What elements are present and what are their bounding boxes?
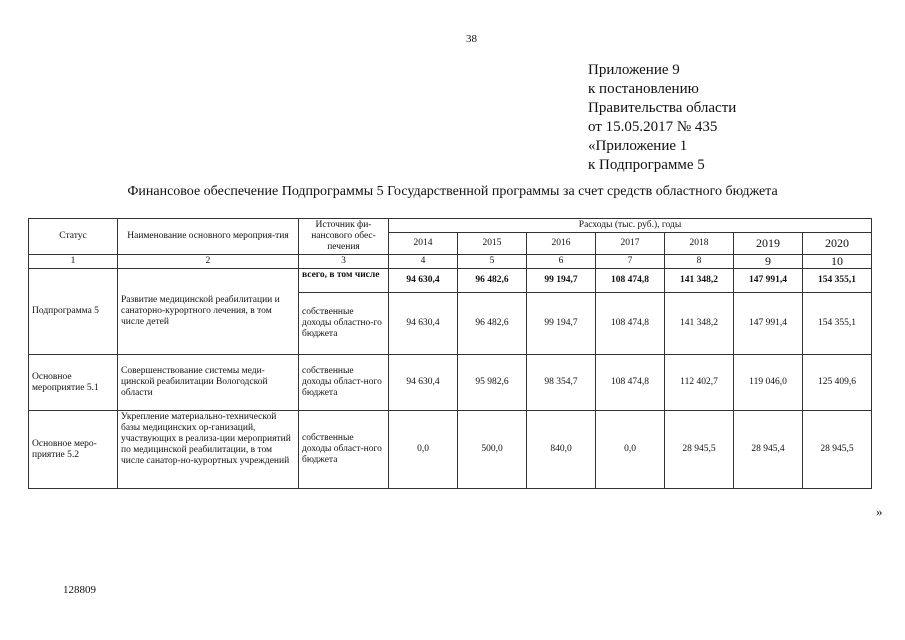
header-year: 2019 bbox=[734, 233, 803, 255]
appendix-line: Правительства области bbox=[588, 100, 737, 116]
appendix-line: «Приложение 1 bbox=[588, 138, 688, 154]
row-value: 147 991,4 bbox=[734, 293, 803, 355]
row-status: Подпрограмма 5 bbox=[29, 269, 118, 355]
appendix-line: от 15.05.2017 № 435 bbox=[588, 119, 718, 135]
row-value: 95 982,6 bbox=[458, 355, 527, 411]
row-total-value: 94 630,4 bbox=[389, 269, 458, 293]
row-status: Основное мероприятие 5.1 bbox=[29, 355, 118, 411]
row-value: 0,0 bbox=[389, 411, 458, 489]
column-number: 8 bbox=[665, 255, 734, 269]
document-title: Финансовое обеспечение Подпрограммы 5 Государственной программы за счет средств областного бюджета bbox=[127, 184, 778, 199]
row-value: 125 409,6 bbox=[803, 355, 872, 411]
column-number: 10 bbox=[803, 255, 872, 269]
table-row bbox=[29, 411, 872, 489]
row-total-value: 99 194,7 bbox=[527, 269, 596, 293]
header-year: 2015 bbox=[458, 233, 527, 255]
column-number: 1 bbox=[29, 255, 118, 269]
row-total-value: 147 991,4 bbox=[734, 269, 803, 293]
row-total-value: 96 482,6 bbox=[458, 269, 527, 293]
row-value: 96 482,6 bbox=[458, 293, 527, 355]
header-expenses: Расходы (тыс. руб.), годы bbox=[389, 219, 872, 233]
row-name: Совершенствование системы меди-цинской реабилитации Вологодской области bbox=[118, 355, 299, 411]
header-year: 2017 bbox=[596, 233, 665, 255]
row-total-value: 154 355,1 bbox=[803, 269, 872, 293]
table-row bbox=[29, 269, 872, 293]
header-status: Статус bbox=[29, 219, 118, 255]
column-number: 2 bbox=[118, 255, 299, 269]
row-value: 500,0 bbox=[458, 411, 527, 489]
row-total-value: 108 474,8 bbox=[596, 269, 665, 293]
row-value: 28 945,5 bbox=[665, 411, 734, 489]
row-name: Укрепление материально-технической базы медицинских ор-ганизаций, участвующих в реализа-ции мероприятий по медицинской реабилитации, в том числе санатор-но-курортных учреждений bbox=[118, 411, 299, 489]
row-value: 840,0 bbox=[527, 411, 596, 489]
row-name: Развитие медицинской реабилитации и санаторно-курортного лечения, в том числе детей bbox=[118, 269, 299, 355]
column-number: 6 bbox=[527, 255, 596, 269]
row-value: 28 945,5 bbox=[803, 411, 872, 489]
row-value: 108 474,8 bbox=[596, 355, 665, 411]
row-value: 108 474,8 bbox=[596, 293, 665, 355]
row-source: собственные доходы областно-го бюджета bbox=[299, 293, 389, 355]
header-year: 2018 bbox=[665, 233, 734, 255]
row-value: 99 194,7 bbox=[527, 293, 596, 355]
finance-table bbox=[28, 218, 872, 489]
appendix-block bbox=[588, 61, 736, 175]
page-number: 38 bbox=[466, 33, 477, 45]
row-source: собственные доходы област-ного бюджета bbox=[299, 355, 389, 411]
row-source: собственные доходы област-ного бюджета bbox=[299, 411, 389, 489]
row-total-label: всего, в том числе bbox=[299, 269, 389, 293]
header-year: 2014 bbox=[389, 233, 458, 255]
row-total-value: 141 348,2 bbox=[665, 269, 734, 293]
appendix-line: к Подпрограмме 5 bbox=[588, 157, 705, 173]
row-value: 112 402,7 bbox=[665, 355, 734, 411]
column-number: 3 bbox=[299, 255, 389, 269]
column-number: 9 bbox=[734, 255, 803, 269]
row-value: 141 348,2 bbox=[665, 293, 734, 355]
appendix-line: к постановлению bbox=[588, 81, 699, 97]
row-value: 98 354,7 bbox=[527, 355, 596, 411]
row-value: 154 355,1 bbox=[803, 293, 872, 355]
row-value: 0,0 bbox=[596, 411, 665, 489]
column-number: 7 bbox=[596, 255, 665, 269]
table-row bbox=[29, 355, 872, 411]
row-value: 119 046,0 bbox=[734, 355, 803, 411]
header-name: Наименование основного мероприя-тия bbox=[118, 219, 299, 255]
column-number: 5 bbox=[458, 255, 527, 269]
row-value: 28 945,4 bbox=[734, 411, 803, 489]
row-value: 94 630,4 bbox=[389, 355, 458, 411]
header-year: 2016 bbox=[527, 233, 596, 255]
closing-quote: » bbox=[876, 504, 883, 519]
header-year: 2020 bbox=[803, 233, 872, 255]
column-number: 4 bbox=[389, 255, 458, 269]
appendix-line: Приложение 9 bbox=[588, 62, 680, 78]
header-source: Источник фи-нансового обес-печения bbox=[299, 219, 389, 255]
row-value: 94 630,4 bbox=[389, 293, 458, 355]
row-status: Основное меро-приятие 5.2 bbox=[29, 411, 118, 489]
document-code: 128809 bbox=[63, 584, 96, 596]
